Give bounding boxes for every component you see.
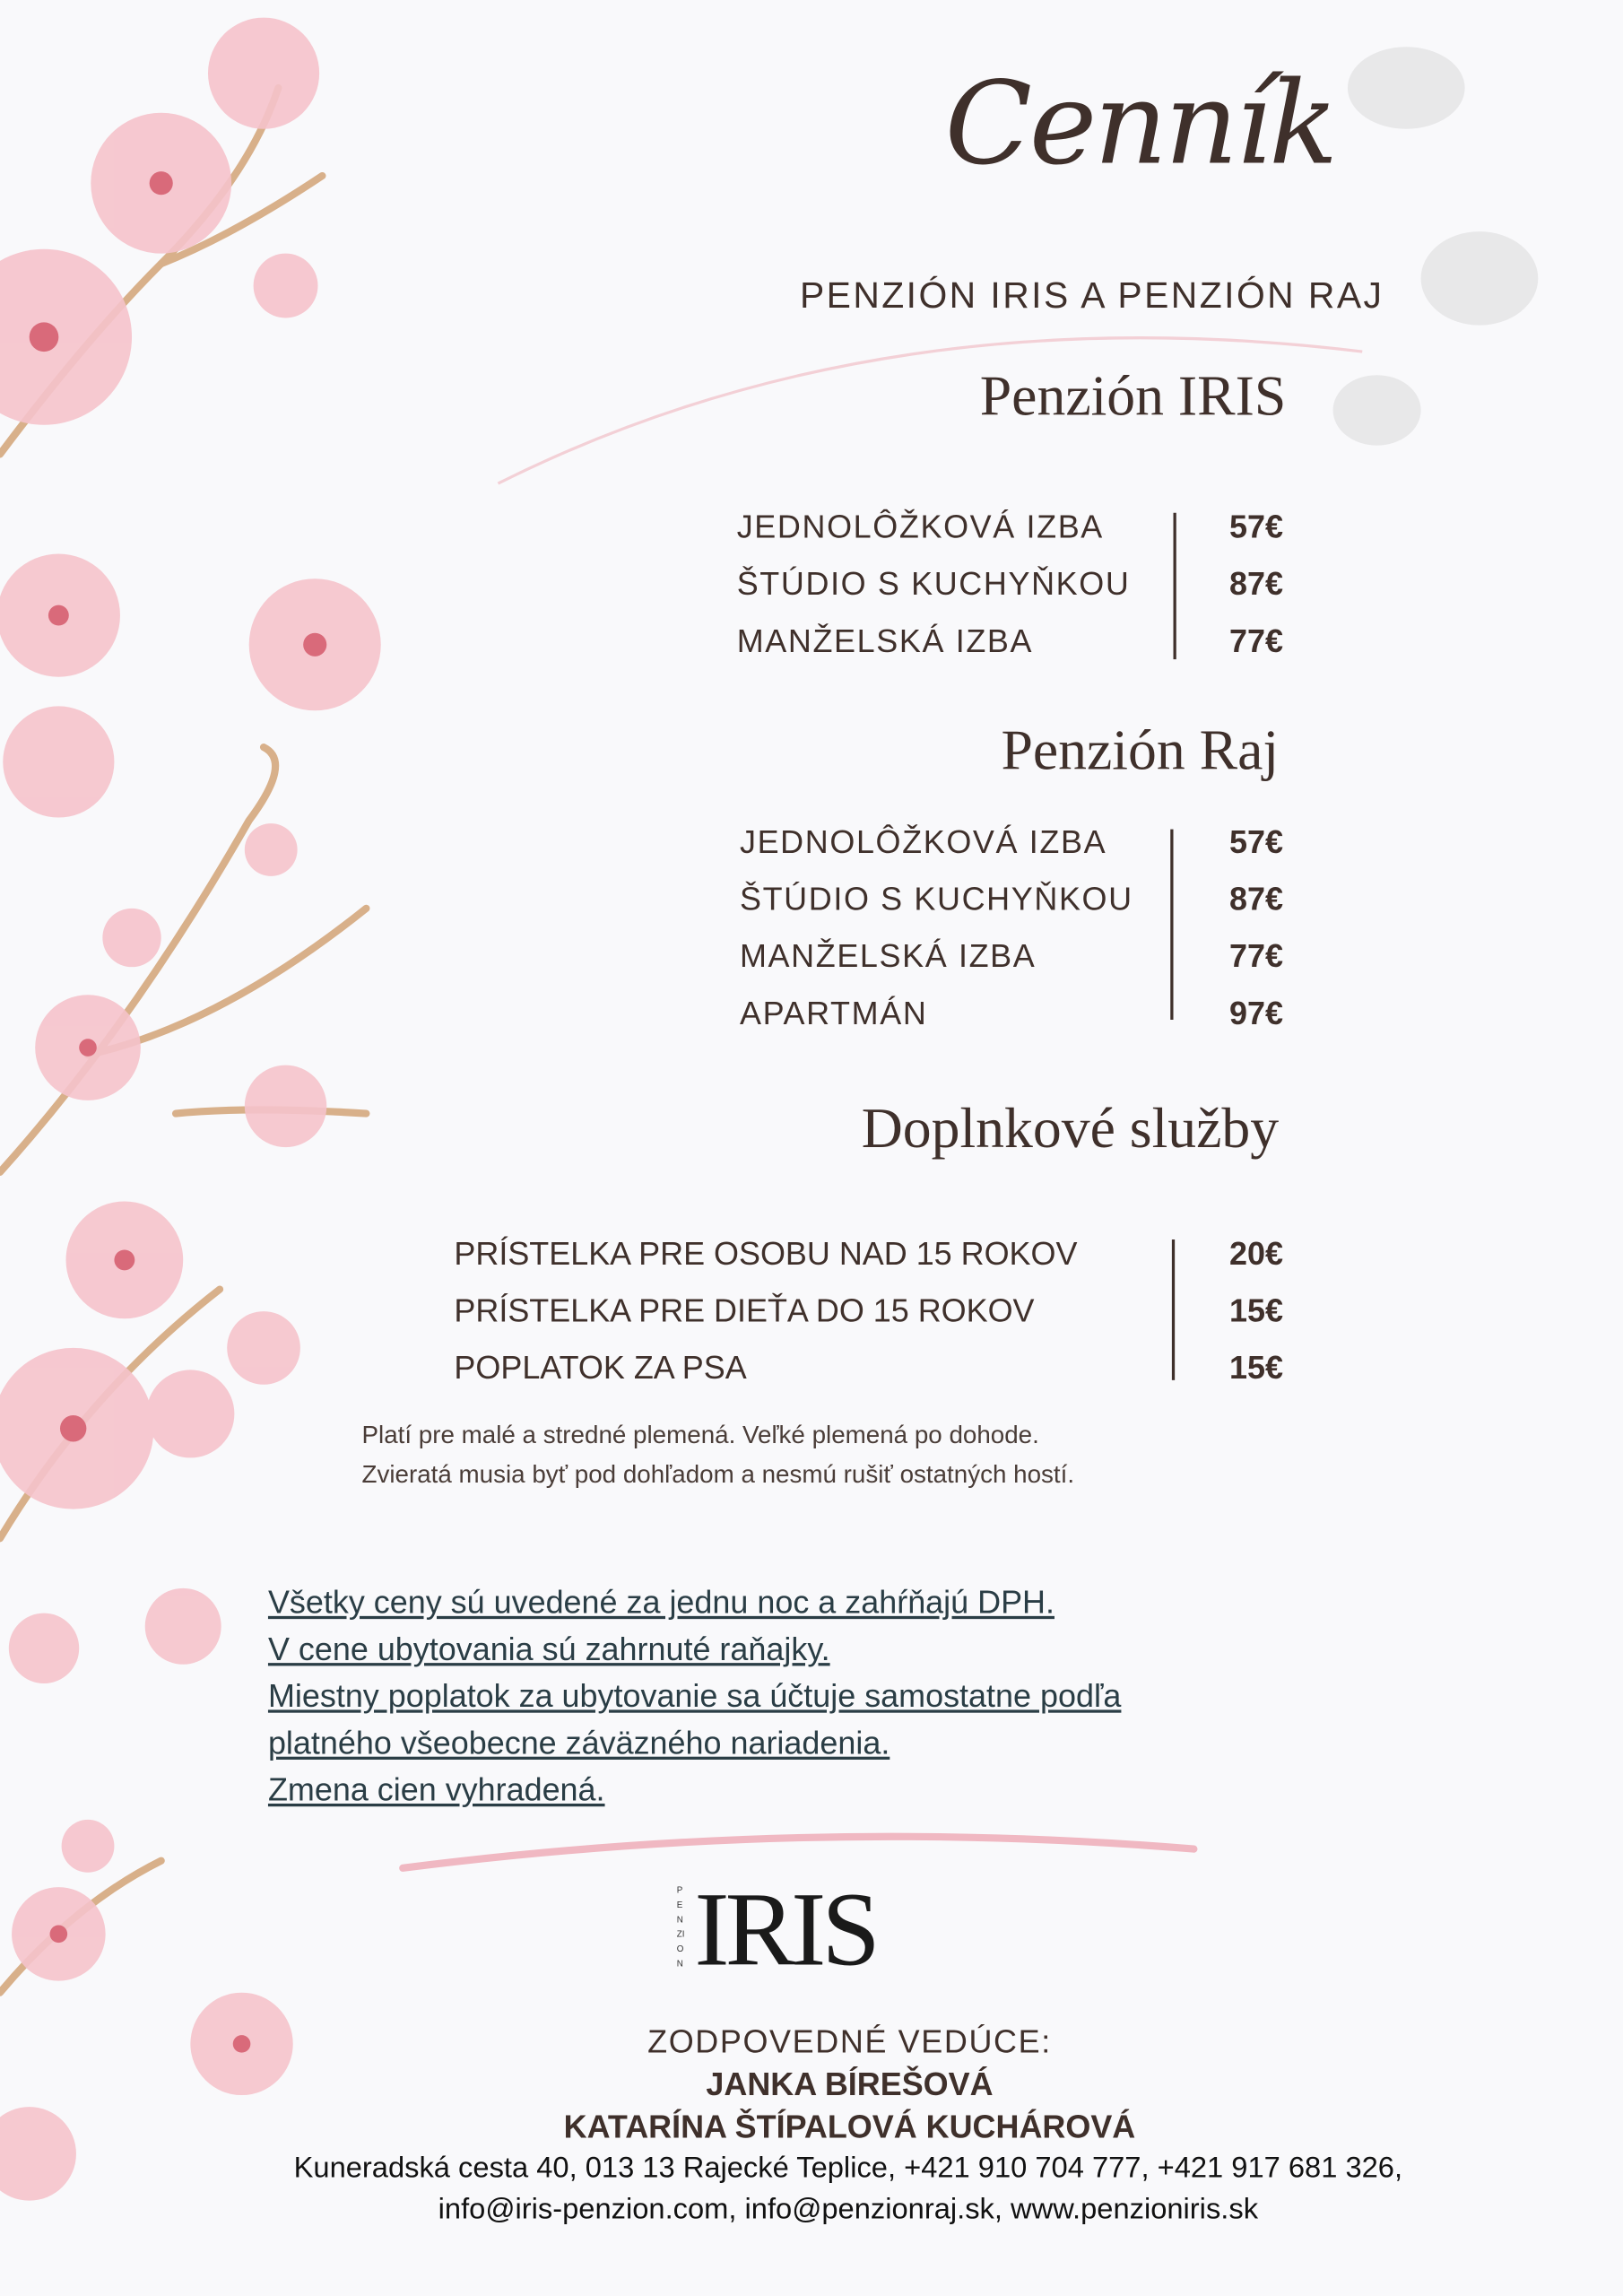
terms-block xyxy=(268,1579,1121,1813)
list-item: POPLATOK ZA PSA xyxy=(454,1348,747,1386)
pet-note-line: Zvieratá musia byť pod dohľadom a nesmú rušiť ostatných hostí. xyxy=(361,1460,1075,1489)
divider-swash xyxy=(403,1837,1193,1868)
list-item: PRÍSTELKA PRE OSOBU NAD 15 ROKOV xyxy=(454,1234,1078,1272)
manager-name: KATARÍNA ŠTÍPALOVÁ KUCHÁROVÁ xyxy=(563,2108,1136,2145)
terms-line: Miestny poplatok za ubytovanie sa účtuje samostatne podľa xyxy=(267,1677,1122,1715)
price: 77€ xyxy=(1229,622,1284,659)
section-heading-services: Doplnkové služby xyxy=(861,1097,1280,1161)
list-item: ŠTÚDIO S KUCHYŇKOU xyxy=(736,564,1131,602)
section-heading-iris: Penzión IRIS xyxy=(979,364,1287,429)
raj-room-list xyxy=(740,813,1133,1042)
terms-line: platného všeobecne záväzného nariadenia. xyxy=(267,1724,890,1761)
managers-label: ZODPOVEDNÉ VEDÚCE: xyxy=(647,2023,1052,2060)
pet-note-line: Platí pre malé a stredné plemená. Veľké plemená po dohode. xyxy=(361,1421,1039,1449)
price: 87€ xyxy=(1229,879,1284,917)
list-item: ŠTÚDIO S KUCHYŇKOU xyxy=(739,879,1133,917)
list-item: PRÍSTELKA PRE DIEŤA DO 15 ROKOV xyxy=(454,1292,1035,1328)
pet-note xyxy=(361,1415,1074,1494)
divider-line xyxy=(1170,830,1173,1020)
price: 15€ xyxy=(1229,1292,1284,1328)
divider-line xyxy=(1174,513,1176,659)
price: 57€ xyxy=(1229,822,1284,860)
page-title: Cenník xyxy=(944,58,1336,191)
contacts: info@iris-penzion.com, info@penzionraj.sk, www.penzioniris.sk xyxy=(438,2193,1259,2226)
manager-name: JANKA BÍREŠOVÁ xyxy=(706,2066,994,2103)
services-price-list xyxy=(1229,1225,1283,1396)
raj-price-list xyxy=(1229,813,1283,1042)
list-item: MANŽELSKÁ IZBA xyxy=(739,936,1037,974)
price: 57€ xyxy=(1229,508,1284,544)
price: 77€ xyxy=(1229,936,1284,974)
list-item: JEDNOLÔŽKOVÁ IZBA xyxy=(739,822,1107,860)
list-item: APARTMÁN xyxy=(739,994,928,1031)
iris-price-list xyxy=(1229,498,1283,669)
address: Kuneradská cesta 40, 013 13 Rajecké Teplice, +421 910 704 777, +421 917 681 326, xyxy=(293,2152,1403,2185)
services-list xyxy=(454,1225,1157,1396)
list-item: JEDNOLÔŽKOVÁ IZBA xyxy=(736,508,1104,544)
logo-text: IRIS xyxy=(694,1871,876,1988)
iris-room-list xyxy=(737,498,1131,669)
divider-line xyxy=(1172,1239,1175,1380)
terms-line: Zmena cien vyhradená. xyxy=(267,1771,605,1808)
terms-line: Všetky ceny sú uvedené za jednu noc a zahŕňajú DPH. xyxy=(267,1583,1055,1621)
terms-line: V cene ubytovania sú zahrnuté raňajky. xyxy=(267,1631,830,1668)
iris-logo xyxy=(676,1871,911,1996)
list-item: MANŽELSKÁ IZBA xyxy=(736,622,1034,659)
price: 20€ xyxy=(1229,1234,1284,1272)
price: 15€ xyxy=(1229,1348,1284,1386)
price: 97€ xyxy=(1229,994,1284,1031)
page-subtitle: PENZIÓN IRIS A PENZIÓN RAJ xyxy=(799,275,1384,317)
logo-vertical-text: PENZION xyxy=(676,1887,685,1970)
section-heading-raj: Penzión Raj xyxy=(1001,719,1280,783)
price: 87€ xyxy=(1229,564,1284,602)
